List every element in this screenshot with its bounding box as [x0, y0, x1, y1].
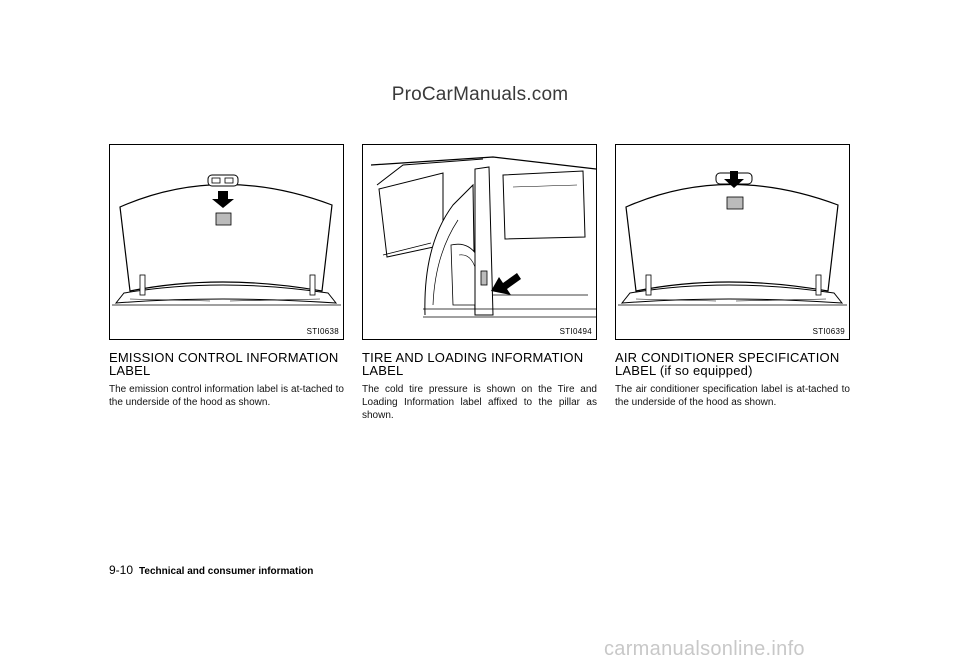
figure-code: STI0494 [559, 327, 592, 336]
figure-hood-ac [615, 144, 850, 340]
figure-hood-emission [109, 144, 344, 340]
figure-door-pillar [362, 144, 597, 340]
figure-code: STI0638 [306, 327, 339, 336]
section-ac-label [615, 144, 850, 409]
hood-illustration [110, 145, 343, 339]
label-location-icon [216, 213, 231, 225]
page-number: 9-10 [109, 563, 134, 577]
figure-code: STI0639 [812, 327, 845, 336]
heading-qualifier: (if so equipped) [659, 363, 753, 378]
hood-illustration [616, 145, 849, 339]
label-location-icon [727, 197, 743, 209]
arrow-icon [491, 273, 521, 295]
section-body: The air conditioner specification label is at-tached to the underside of the hood as shown. [615, 384, 850, 408]
section-tire-label [362, 144, 597, 422]
watermark-bottom: carmanualsonline.info [604, 638, 805, 660]
section-emission-label [109, 144, 344, 409]
section-heading: TIRE AND LOADING INFORMATION LABEL [362, 350, 584, 378]
section-heading: AIR CONDITIONER SPECIFICATION LABEL (if so equipped) [615, 350, 840, 378]
footer-section-title: Technical and consumer information [139, 566, 314, 577]
door-pillar-illustration [363, 145, 596, 339]
watermark-top: ProCarManuals.com [391, 84, 569, 105]
section-heading: EMISSION CONTROL INFORMATION LABEL [109, 350, 339, 378]
page-footer [109, 563, 313, 577]
section-body: The cold tire pressure is shown on the Tire and Loading Information label affixed to the pillar as shown. [362, 384, 597, 421]
label-location-icon [481, 271, 487, 285]
section-body: The emission control information label is at-tached to the underside of the hood as shown. [109, 384, 344, 408]
